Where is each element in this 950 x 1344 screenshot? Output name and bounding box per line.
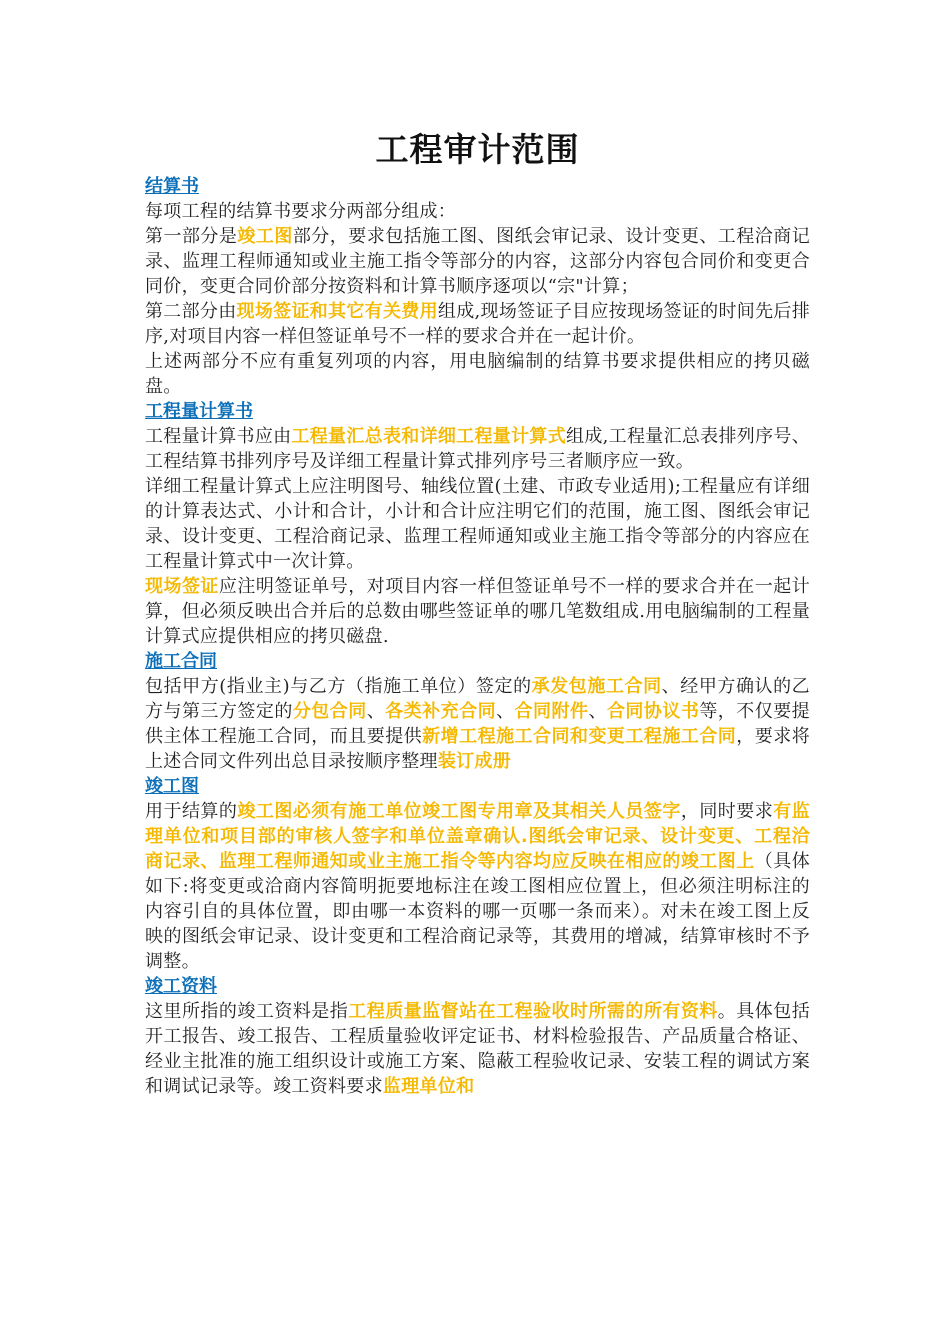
section <box>145 399 810 649</box>
body-text: 用于结算的 <box>145 801 238 822</box>
highlighted-text: 现场签证 <box>145 576 219 597</box>
highlighted-text: 现场签证和其它有关费用 <box>236 301 438 322</box>
section-heading-link[interactable]: 结算书 <box>145 176 199 197</box>
page-title: 工程审计范围 <box>375 130 580 169</box>
highlighted-text: 工程量汇总表和详细工程量计算式 <box>291 426 567 447</box>
body-text: 。具体包括开工报告、竣工报告、工程质量验收评定证书、材料检验报告、产品质量合格证、经业主批准的施工组织设计或施工方案、隐蔽工程验收记录、安装工程的调试方案和调试记录等。竣工资料要求 <box>145 1001 811 1097</box>
body-text: 、 <box>366 701 386 722</box>
document-body <box>145 174 810 1099</box>
body-paragraph <box>145 299 810 349</box>
highlighted-text: 新增工程施工合同和变更工程施工合同 <box>422 726 737 747</box>
section-heading-link[interactable]: 竣工资料 <box>145 976 217 997</box>
body-text: 这里所指的竣工资料是指 <box>145 1001 349 1022</box>
highlighted-text: 合同协议书 <box>606 701 700 722</box>
body-paragraph <box>145 199 810 224</box>
document-page <box>145 118 810 1099</box>
body-text: （具体如下:将变更或洽商内容简明扼要地标注在竣工图相应位置上，但必须注明标注的内容引自的具体位置，即由哪一本资料的哪一页哪一条而来）。对未在竣工图上反映的图纸会审记录、设计变更和工程洽商记录等，其费用的增减，结算审核时不予调整。 <box>145 851 810 972</box>
section <box>145 649 810 774</box>
body-text: 组成,现场签证子目应按现场签证的时间先后排序,对项目内容一样但签证单号不一样的要求合并在一起计价。 <box>145 301 810 347</box>
section-heading-link[interactable]: 工程量计算书 <box>145 401 253 422</box>
highlighted-text: 承发包施工合同 <box>531 676 662 697</box>
body-text: 、经甲方确认的乙方与第三方签定的 <box>145 676 810 722</box>
highlighted-text: 合同附件 <box>514 701 589 722</box>
body-paragraph <box>145 674 810 774</box>
body-text: ，同时要求 <box>680 801 774 822</box>
highlighted-text: 各类补充合同 <box>385 701 497 722</box>
body-text: 、 <box>496 701 515 722</box>
body-text: 包括甲方(指业主)与乙方（指施工单位）签定的 <box>145 676 532 697</box>
highlighted-text: 竣工图必须有施工单位竣工图专用章及其相关人员签字 <box>237 801 681 822</box>
section <box>145 774 810 974</box>
body-text: 应注明签证单号，对项目内容一样但签证单号不一样的要求合并在一起计算，但必须反映出合并后的总数由哪些签证单的哪几笔数组成.用电脑编制的工程量计算式应提供相应的拷贝磁盘. <box>145 576 810 647</box>
body-text: 第一部分是 <box>145 226 238 247</box>
body-paragraph <box>145 999 810 1099</box>
body-text: 详细工程量计算式上应注明图号、轴线位置(土建、市政专业适用);工程量应有详细的计算表达式、小计和合计，小计和合计应注明它们的范围，施工图、图纸会审记录、设计变更、工程洽商记录、监理工程师通知或业主施工指令等部分的内容应在工程量计算式中一次计算。 <box>145 476 810 572</box>
body-paragraph <box>145 349 810 399</box>
body-text: 等，不仅要提供主体工程施工合同，而且要提供 <box>145 701 810 747</box>
body-paragraph <box>145 224 810 299</box>
body-text: 工程量计算书应由 <box>145 426 292 447</box>
section <box>145 174 810 399</box>
body-paragraph <box>145 474 810 574</box>
section <box>145 974 810 1099</box>
section-heading-link[interactable]: 竣工图 <box>145 776 199 797</box>
body-text: 、 <box>588 701 607 722</box>
highlighted-text: 有监理单位和项目部的审核人签字和单位盖章确认.图纸会审记录、设计变更、工程洽商记录、监理工程师通知或业主施工指令等内容均应反映在相应的竣工图上 <box>145 801 811 872</box>
body-paragraph <box>145 424 810 474</box>
body-paragraph <box>145 799 810 974</box>
highlighted-text: 工程质量监督站在工程验收时所需的所有资料 <box>348 1001 718 1022</box>
body-paragraph <box>145 574 810 649</box>
body-text: 部分，要求包括施工图、图纸会审记录、设计变更、工程洽商记录、监理工程师通知或业主施工指令等部分的内容，这部分内容包合同价和变更合同价，变更合同价部分按资料和计算书顺序逐项以“宗"计算； <box>145 226 810 297</box>
body-text: 每项工程的结算书要求分两部分组成： <box>145 201 457 222</box>
highlighted-text: 竣工图 <box>237 226 293 247</box>
body-text: ，要求将上述合同文件列出总目录按顺序整理 <box>145 726 810 772</box>
highlighted-text: 装订成册 <box>437 751 512 772</box>
highlighted-text: 分包合同 <box>292 701 367 722</box>
body-text: 组成,工程量汇总表排列序号、工程结算书排列序号及详细工程量计算式排列序号三者顺序应一致。 <box>145 426 810 472</box>
body-text: 第二部分由 <box>145 301 237 322</box>
highlighted-text: 监理单位和 <box>382 1076 475 1097</box>
section-heading-link[interactable]: 施工合同 <box>145 651 217 672</box>
body-text: 上述两部分不应有重复列项的内容，用电脑编制的结算书要求提供相应的拷贝磁盘。 <box>145 351 810 397</box>
